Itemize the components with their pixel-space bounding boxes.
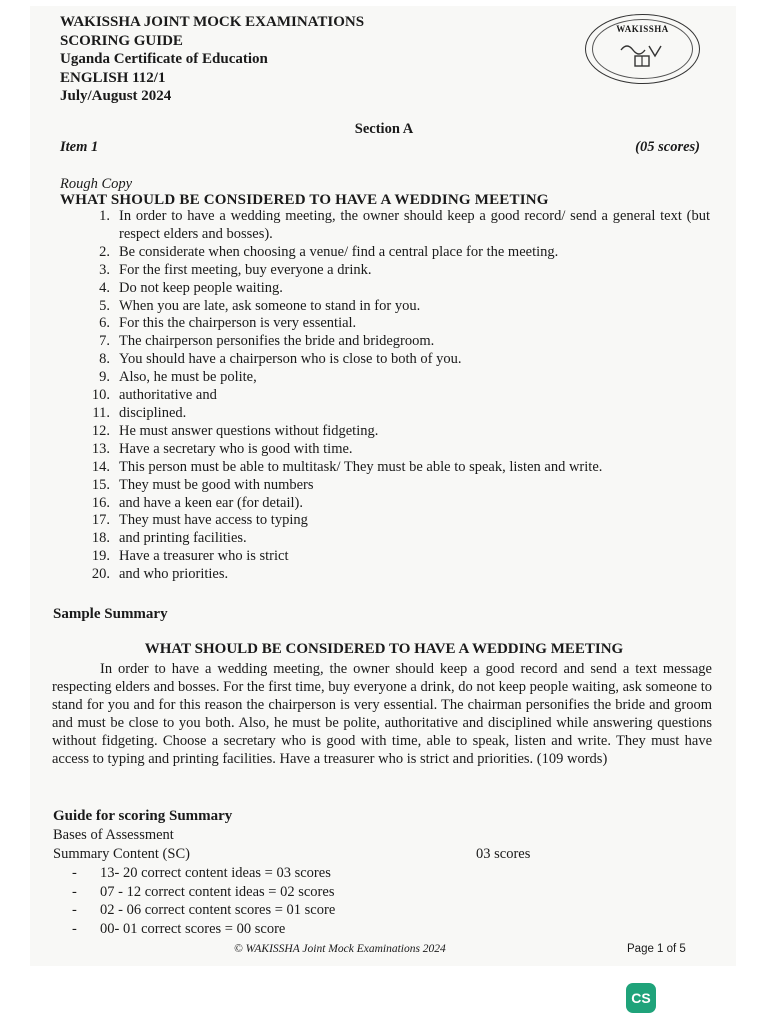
- list-item: [60, 512, 710, 530]
- point-number: 13.: [91, 440, 110, 457]
- bullet-dash: -: [72, 883, 77, 900]
- rough-copy-points: [60, 208, 710, 584]
- list-item: [60, 262, 710, 280]
- point-text: They must have access to typing: [119, 512, 308, 529]
- header-line: July/August 2024: [60, 88, 172, 105]
- point-number: 7.: [99, 333, 110, 350]
- point-text: For this the chairperson is very essential.: [119, 315, 357, 332]
- point-text: Be considerate when choosing a venue/ find a central place for the meeting.: [119, 243, 559, 260]
- footer-copyright: © WAKISSHA Joint Mock Examinations 2024: [234, 943, 446, 955]
- point-number: 14.: [91, 458, 110, 475]
- point-text: They must be good with numbers: [119, 476, 314, 493]
- list-item: [60, 548, 710, 566]
- item-score: (05 scores): [635, 139, 700, 155]
- page-number: Page 1 of 5: [627, 943, 686, 955]
- point-text: Have a secretary who is good with time.: [119, 440, 353, 457]
- list-item: [60, 495, 710, 513]
- point-number: 4.: [99, 279, 110, 296]
- bases-of-assessment: Bases of Assessment: [53, 827, 174, 843]
- list-item: [60, 566, 710, 584]
- seal-text: WAKISSHA: [616, 24, 669, 34]
- point-number: 12.: [91, 422, 110, 439]
- point-text: The chairperson personifies the bride and bridegroom.: [119, 333, 435, 350]
- list-item: [60, 280, 710, 298]
- wakissha-seal-logo: [585, 14, 700, 84]
- bullet-dash: -: [72, 865, 77, 881]
- sample-summary-label: Sample Summary: [53, 606, 168, 622]
- list-item: [60, 459, 710, 477]
- point-number: 2.: [99, 243, 110, 260]
- seal-emblem-icon: [593, 20, 692, 78]
- header-line: Uganda Certificate of Education: [60, 51, 268, 68]
- list-item: [72, 920, 335, 939]
- summary-content-label: Summary Content (SC): [53, 846, 190, 862]
- list-item: [60, 477, 710, 495]
- list-item: [60, 530, 710, 548]
- rough-copy-label: Rough Copy: [60, 176, 133, 192]
- point-number: 19.: [91, 548, 110, 565]
- list-item: [60, 351, 710, 369]
- list-item: [60, 369, 710, 387]
- point-text: and who priorities.: [119, 566, 229, 583]
- list-item: [60, 387, 710, 405]
- header-line: SCORING GUIDE: [60, 32, 183, 49]
- sample-summary-heading: WHAT SHOULD BE CONSIDERED TO HAVE A WEDDING MEETING: [144, 641, 624, 657]
- point-number: 20.: [91, 566, 110, 583]
- point-text: Do not keep people waiting.: [119, 279, 283, 296]
- point-number: 3.: [99, 261, 110, 278]
- list-item: [60, 441, 710, 459]
- point-text: You should have a chairperson who is close to both of you.: [119, 351, 462, 368]
- sample-summary-body: In order to have a wedding meeting, the owner should keep a good record and send a text message respecting elders and bosses. For the first time, buy everyone a drink, do not keep people waiting, ask someone to stand for you and for this reason the chairperson is very essential. The chairman personifies the bride and groom and must be close to you both. Also, he must be polite, authoritative and disciplined while answering questions without fidgeting. Choose a secretary who is good with time, able to speak, listen and write. They must have access to typing and printing facilities. Have a treasurer who is strict and priorities. (109 words): [52, 661, 712, 767]
- point-number: 1.: [99, 208, 110, 224]
- exam-header: [60, 13, 364, 106]
- header-line: WAKISSHA JOINT MOCK EXAMINATIONS: [60, 14, 365, 30]
- criterion-text: 13- 20 correct content ideas = 03 scores: [100, 865, 331, 881]
- point-number: 8.: [99, 351, 110, 368]
- scoring-criteria: [72, 864, 335, 938]
- point-number: 16.: [91, 494, 110, 511]
- point-number: 15.: [91, 476, 110, 493]
- point-text: Also, he must be polite,: [119, 369, 257, 386]
- point-number: 9.: [99, 369, 110, 386]
- list-item: [60, 423, 710, 441]
- list-item: [60, 208, 710, 244]
- list-item: [60, 298, 710, 316]
- point-text: For the first meeting, buy everyone a drink.: [119, 261, 372, 278]
- point-number: 5.: [99, 297, 110, 314]
- point-number: 18.: [91, 530, 110, 547]
- camscanner-badge-icon: CS: [626, 983, 656, 1013]
- point-text: Have a treasurer who is strict: [119, 548, 289, 565]
- criterion-text: 02 - 06 correct content scores = 01 score: [100, 902, 336, 918]
- scoring-guide-title: Guide for scoring Summary: [53, 808, 233, 824]
- list-item: [72, 901, 335, 920]
- point-text: When you are late, ask someone to stand in for you.: [119, 297, 421, 314]
- point-text: In order to have a wedding meeting, the owner should keep a good record/ send a general text (but respect elders and bosses).: [119, 208, 710, 242]
- section-title: Section A: [354, 121, 414, 137]
- list-item: [60, 333, 710, 351]
- point-text: disciplined.: [119, 404, 187, 421]
- criterion-text: 07 - 12 correct content ideas = 02 scores: [100, 883, 335, 900]
- point-number: 6.: [99, 315, 110, 332]
- list-item: [60, 315, 710, 333]
- point-text: authoritative and: [119, 387, 217, 404]
- point-number: 17.: [91, 512, 110, 529]
- point-number: 11.: [92, 404, 110, 421]
- list-item: [60, 405, 710, 423]
- header-line: ENGLISH 112/1: [60, 69, 166, 86]
- point-text: and have a keen ear (for detail).: [119, 494, 303, 511]
- list-item: [72, 864, 335, 883]
- list-item: [60, 244, 710, 262]
- item-label: Item 1: [60, 139, 99, 155]
- point-text: He must answer questions without fidgeting.: [119, 422, 379, 439]
- bullet-dash: -: [72, 920, 77, 937]
- point-text: and printing facilities.: [119, 530, 247, 547]
- point-number: 10.: [91, 387, 110, 404]
- list-item: [72, 883, 335, 902]
- rough-copy-heading: WHAT SHOULD BE CONSIDERED TO HAVE A WEDDING MEETING: [60, 192, 549, 208]
- point-text: This person must be able to multitask/ They must be able to speak, listen and write.: [119, 458, 603, 475]
- criterion-text: 00- 01 correct scores = 00 score: [100, 920, 286, 937]
- summary-content-score: 03 scores: [476, 846, 531, 862]
- bullet-dash: -: [72, 902, 77, 918]
